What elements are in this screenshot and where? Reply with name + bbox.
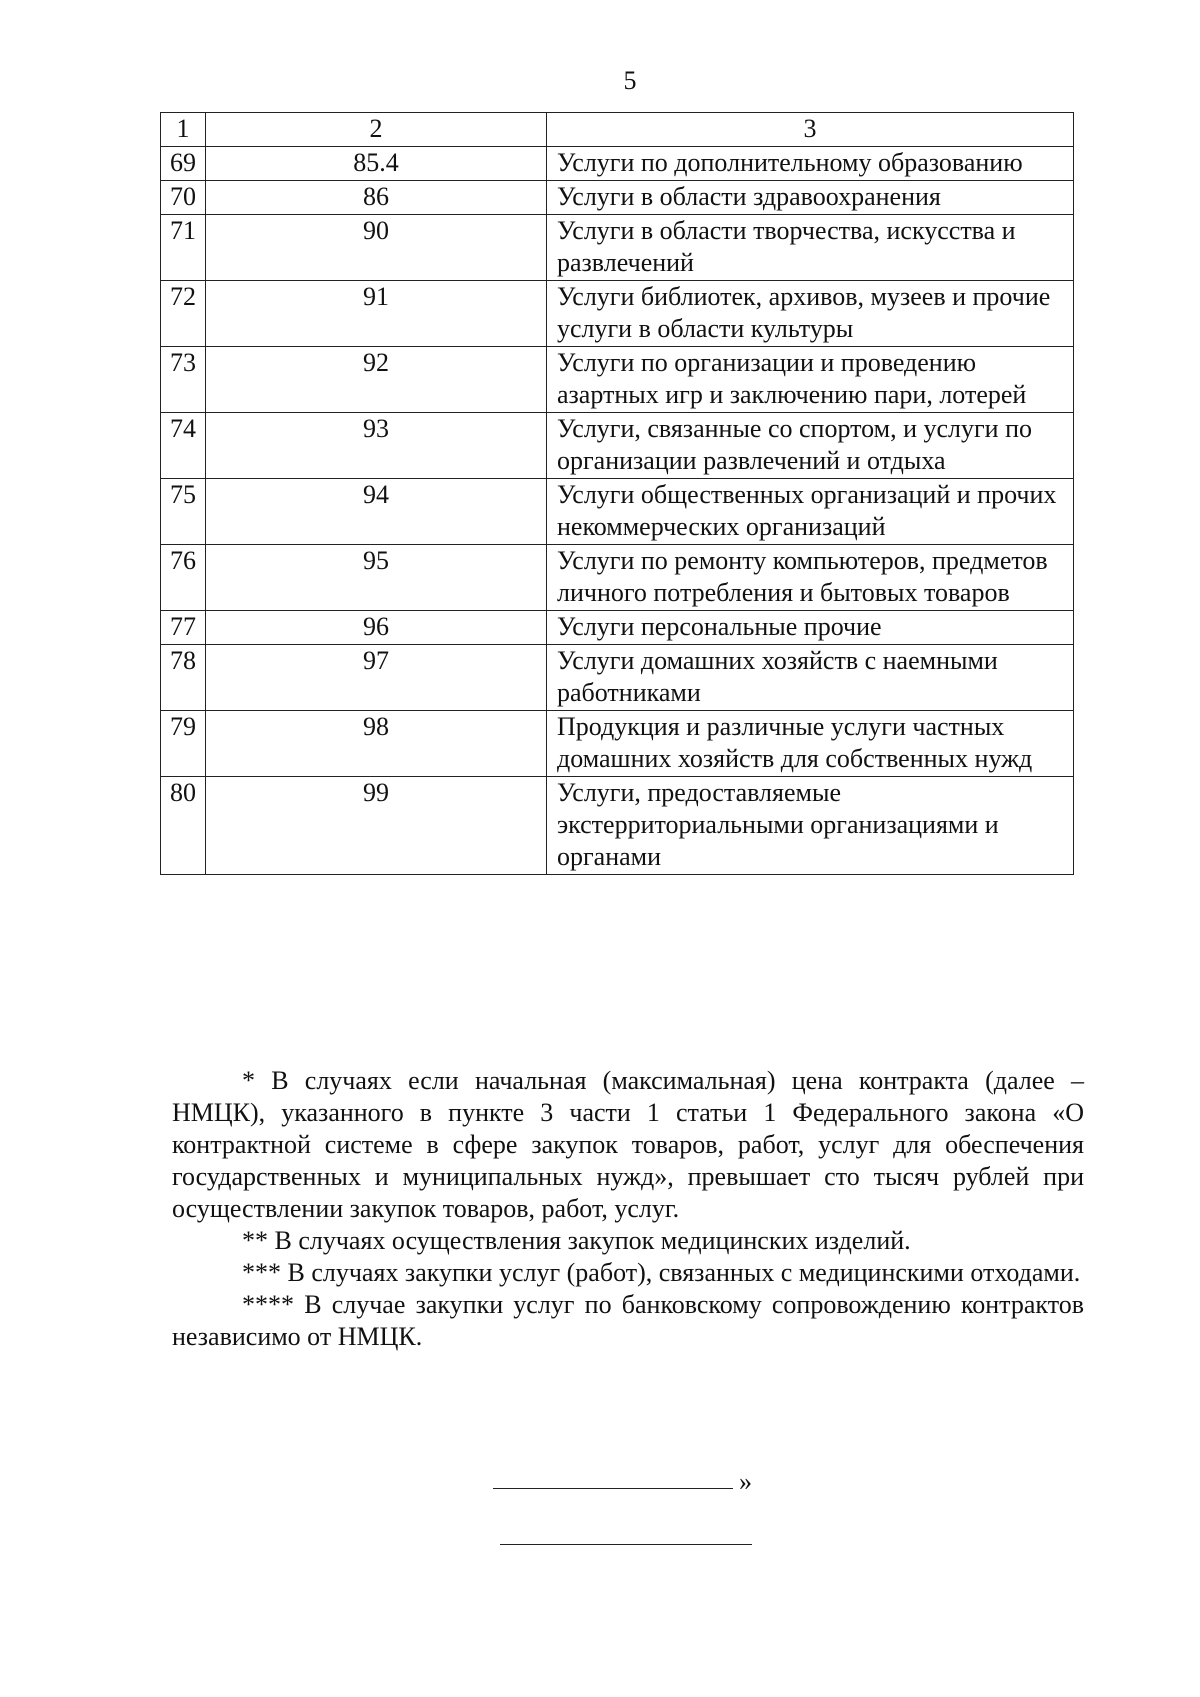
row-code: 95 [206,545,547,611]
row-number: 79 [161,711,206,777]
row-description: Услуги по дополнительному образованию [547,147,1074,181]
row-code: 92 [206,347,547,413]
signature-line-upper [493,1488,733,1489]
table-row [161,777,1074,875]
row-code: 96 [206,611,547,645]
row-number: 73 [161,347,206,413]
row-description: Услуги общественных организаций и прочих некоммерческих организаций [547,479,1074,545]
row-number: 69 [161,147,206,181]
row-number: 70 [161,181,206,215]
row-number: 72 [161,281,206,347]
row-code: 97 [206,645,547,711]
table-row [161,645,1074,711]
table-row [161,181,1074,215]
row-code: 94 [206,479,547,545]
footnote-3: *** В случаях закупки услуг (работ), связанных с медицинскими отходами. [242,1258,1081,1287]
row-code: 91 [206,281,547,347]
table-row [161,711,1074,777]
row-description: Услуги по ремонту компьютеров, предметов личного потребления и бытовых товаров [547,545,1074,611]
row-code: 90 [206,215,547,281]
table-row [161,413,1074,479]
row-code: 85.4 [206,147,547,181]
row-number: 78 [161,645,206,711]
row-description: Услуги, связанные со спортом, и услуги по организации развлечений и отдыха [547,413,1074,479]
table-row [161,347,1074,413]
header-col-1: 1 [161,113,206,147]
row-code: 99 [206,777,547,875]
header-col-2: 2 [206,113,547,147]
row-description: Услуги, предоставляемые экстерриториальными организациями и органами [547,777,1074,875]
row-number: 80 [161,777,206,875]
closing-quote: » [739,1467,752,1496]
table-row [161,281,1074,347]
footnote-1: * В случаях если начальная (максимальная) цена контракта (далее – НМЦК), указанного в пункте 3 части 1 статьи 1 Федерального закона «О контрактной системе в сфере закупок товаров, работ, услуг для обеспечения государственных и муниципальных нужд», превышает сто тысяч рублей при осуществлении закупок товаров, работ, услуг. [172,1066,1084,1223]
row-number: 76 [161,545,206,611]
table-row [161,147,1074,181]
row-description: Услуги в области творчества, искусства и развлечений [547,215,1074,281]
row-code: 98 [206,711,547,777]
row-description: Услуги по организации и проведению азартных игр и заключению пари, лотерей [547,347,1074,413]
row-number: 77 [161,611,206,645]
row-description: Услуги в области здравоохранения [547,181,1074,215]
row-description: Услуги персональные прочие [547,611,1074,645]
footnote-2: ** В случаях осуществления закупок медицинских изделий. [242,1226,911,1255]
table-row [161,611,1074,645]
signature-line-lower [500,1544,752,1545]
table-row [161,479,1074,545]
services-table [160,112,1074,875]
row-number: 71 [161,215,206,281]
page-number: 5 [623,66,637,95]
row-code: 93 [206,413,547,479]
header-col-3: 3 [547,113,1074,147]
table-header-row [161,113,1074,147]
row-number: 75 [161,479,206,545]
row-description: Продукция и различные услуги частных домашних хозяйств для собственных нужд [547,711,1074,777]
table-row [161,215,1074,281]
row-description: Услуги библиотек, архивов, музеев и прочие услуги в области культуры [547,281,1074,347]
footnote-4: **** В случае закупки услуг по банковскому сопровождению контрактов независимо от НМЦК. [172,1290,1084,1351]
row-code: 86 [206,181,547,215]
row-number: 74 [161,413,206,479]
table-row [161,545,1074,611]
row-description: Услуги домашних хозяйств с наемными работниками [547,645,1074,711]
footnotes [172,1065,1084,1353]
